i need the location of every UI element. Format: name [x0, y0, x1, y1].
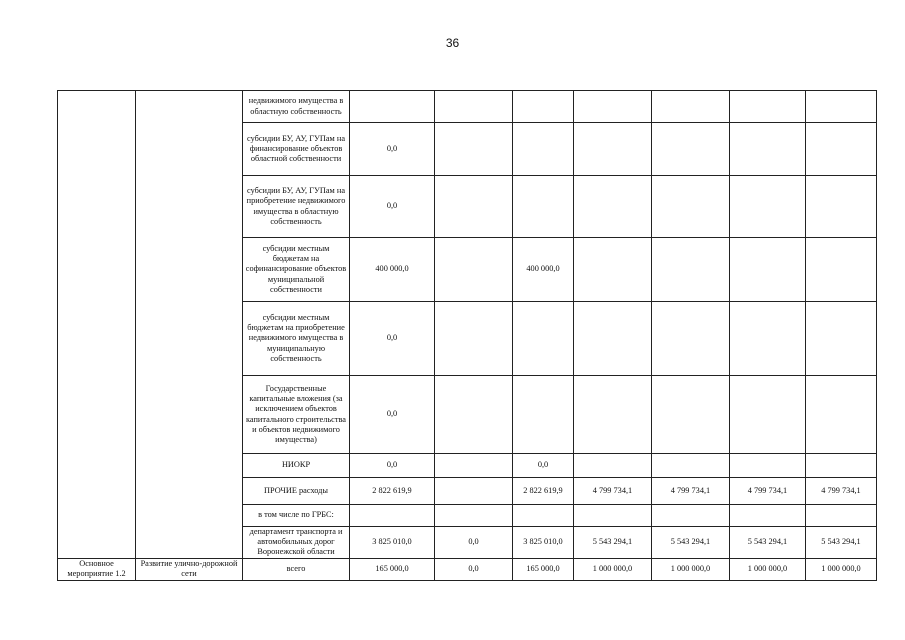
value-cell [806, 176, 877, 238]
value-cell [730, 176, 806, 238]
value-cell: 1 000 000,0 [652, 558, 730, 580]
value-cell [513, 302, 574, 376]
value-cell: 0,0 [350, 376, 435, 454]
value-cell: 0,0 [350, 176, 435, 238]
value-cell [730, 505, 806, 527]
value-cell [652, 376, 730, 454]
value-cell [513, 123, 574, 176]
expense-description: ПРОЧИЕ расходы [243, 478, 350, 505]
table-row [58, 558, 877, 580]
value-cell [435, 123, 513, 176]
table-row [58, 91, 877, 123]
value-cell: 3 825 010,0 [350, 527, 435, 559]
value-cell: 400 000,0 [513, 238, 574, 302]
value-cell [435, 176, 513, 238]
value-cell: 2 822 619,9 [350, 478, 435, 505]
value-cell [652, 454, 730, 478]
page-number: 36 [445, 36, 460, 50]
value-cell [350, 91, 435, 123]
value-cell: 5 543 294,1 [730, 527, 806, 559]
expense-description: субсидии местным бюджетам на софинансирование объектов муниципальной собственности [243, 238, 350, 302]
value-cell: 0,0 [350, 454, 435, 478]
value-cell [730, 238, 806, 302]
value-cell [730, 302, 806, 376]
expense-description: в том числе по ГРБС: [243, 505, 350, 527]
value-cell: 4 799 734,1 [806, 478, 877, 505]
value-cell [730, 376, 806, 454]
budget-table [57, 90, 877, 581]
value-cell: 400 000,0 [350, 238, 435, 302]
value-cell [806, 376, 877, 454]
value-cell [513, 176, 574, 238]
value-cell [652, 123, 730, 176]
value-cell: 165 000,0 [513, 558, 574, 580]
expense-description: недвижимого имущества в областную собственность [243, 91, 350, 123]
value-cell [652, 238, 730, 302]
value-cell [574, 176, 652, 238]
expense-description: департамент транспорта и автомобильных дорог Воронежской области [243, 527, 350, 559]
value-cell [806, 238, 877, 302]
value-cell: 0,0 [435, 558, 513, 580]
expense-description: субсидии БУ, АУ, ГУПам на финансирование объектов областной собственности [243, 123, 350, 176]
value-cell [730, 91, 806, 123]
value-cell [574, 91, 652, 123]
value-cell [435, 376, 513, 454]
expense-description: НИОКР [243, 454, 350, 478]
value-cell [574, 505, 652, 527]
value-cell: 165 000,0 [350, 558, 435, 580]
value-cell [513, 91, 574, 123]
value-cell [806, 302, 877, 376]
value-cell [435, 454, 513, 478]
value-cell [806, 505, 877, 527]
expense-description: Государственные капитальные вложения (за исключением объектов капитального строительства и объектов недвижимого имущества) [243, 376, 350, 454]
value-cell: 4 799 734,1 [652, 478, 730, 505]
value-cell: 0,0 [350, 123, 435, 176]
value-cell: 2 822 619,9 [513, 478, 574, 505]
value-cell: 4 799 734,1 [574, 478, 652, 505]
value-cell [435, 238, 513, 302]
value-cell: 1 000 000,0 [806, 558, 877, 580]
value-cell [350, 505, 435, 527]
name-cell [136, 91, 243, 559]
value-cell: 5 543 294,1 [574, 527, 652, 559]
value-cell [806, 454, 877, 478]
value-cell [574, 302, 652, 376]
value-cell [435, 478, 513, 505]
value-cell [513, 505, 574, 527]
value-cell [806, 123, 877, 176]
value-cell: 4 799 734,1 [730, 478, 806, 505]
value-cell: 0,0 [513, 454, 574, 478]
value-cell [652, 91, 730, 123]
value-cell: 0,0 [350, 302, 435, 376]
value-cell [652, 302, 730, 376]
value-cell [435, 505, 513, 527]
expense-description: субсидии местным бюджетам на приобретение недвижимого имущества в муниципальную собственность [243, 302, 350, 376]
value-cell [730, 123, 806, 176]
value-cell: 5 543 294,1 [652, 527, 730, 559]
expense-description: всего [243, 558, 350, 580]
value-cell: 5 543 294,1 [806, 527, 877, 559]
value-cell [435, 302, 513, 376]
value-cell [652, 176, 730, 238]
value-cell [730, 454, 806, 478]
value-cell [513, 376, 574, 454]
name-cell: Развитие улично-дорожной сети [136, 558, 243, 580]
value-cell: 1 000 000,0 [730, 558, 806, 580]
value-cell: 3 825 010,0 [513, 527, 574, 559]
value-cell [574, 238, 652, 302]
value-cell [574, 123, 652, 176]
status-cell [58, 91, 136, 559]
value-cell: 1 000 000,0 [574, 558, 652, 580]
value-cell [435, 91, 513, 123]
value-cell [574, 376, 652, 454]
status-cell: Основное мероприятие 1.2 [58, 558, 136, 580]
value-cell [806, 91, 877, 123]
expense-description: субсидии БУ, АУ, ГУПам на приобретение недвижимого имущества в областную собственность [243, 176, 350, 238]
value-cell [574, 454, 652, 478]
value-cell [652, 505, 730, 527]
value-cell: 0,0 [435, 527, 513, 559]
